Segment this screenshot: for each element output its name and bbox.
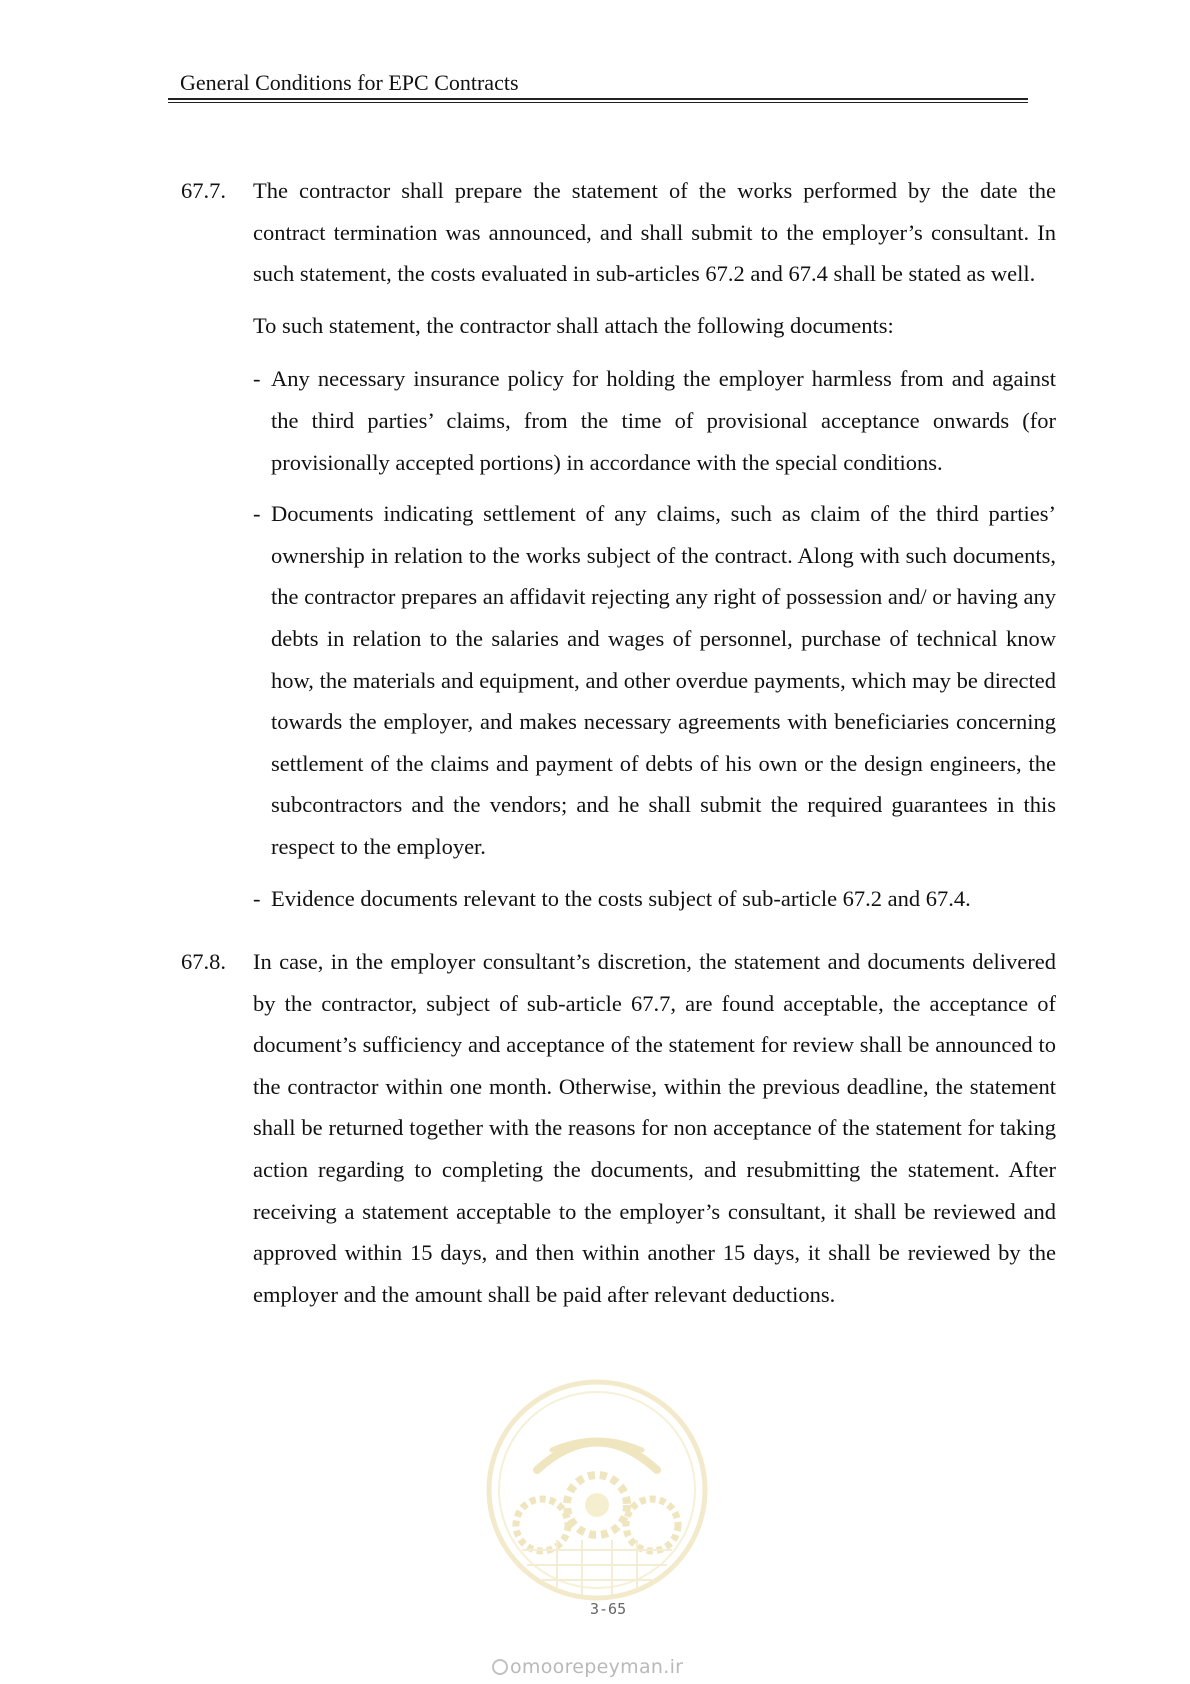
- list-item-text: Any necessary insurance policy for holding the employer harmless from and against the third parties’ claims, from the time of provisional acceptance onwards (for provisionally accepted portions) in accordance with the special conditions.: [271, 366, 1056, 475]
- document-body: [181, 170, 1056, 1315]
- clause-body: [253, 170, 1056, 929]
- header-rule: [168, 98, 1028, 100]
- clause-number: 67.8.: [181, 949, 226, 975]
- at-icon: [492, 1659, 508, 1675]
- clause-67-7: [181, 170, 1056, 929]
- list-item-text: Evidence documents relevant to the costs subject of sub-article 67.2 and 67.4.: [271, 885, 971, 911]
- list-item-text: Documents indicating settlement of any claims, such as claim of the third parties’ ownership in relation to the works subject of the contract. Along with such documents, the contractor prepares an affidavit rejecting any right of possession and/ or having any debts in relation to the salaries and wages of personnel, purchase of technical know how, the materials and equipment, and other overdue payments, which may be directed towards the employer, and makes necessary agreements with beneficiaries concerning settlement of the claims and payment of debts of his own or the design engineers, the subcontractors and the vendors; and he shall submit the required guarantees in this respect to the employer.: [271, 501, 1056, 859]
- page-header: [168, 70, 1028, 96]
- clause-number: 67.7.: [181, 178, 226, 203]
- paragraph: In case, in the employer consultant’s discretion, the statement and documents delivered by the contractor, subject of sub-article 67.7, are found acceptable, the acceptance of document’s sufficiency and acceptance of the statement for review shall be announced to the contractor within one month. Otherwise, within the previous deadline, the statement shall be returned together with the reasons for non acceptance of the statement for taking action regarding to completing the documents, and resubmitting the statement. After receiving a statement acceptable to the employer’s consultant, it shall be reviewed and approved within 15 days, and then within another 15 days, it shall be reviewed by the employer and the amount shall be paid after relevant deductions.: [253, 949, 1056, 1307]
- header-title: General Conditions for EPC Contracts: [180, 70, 519, 95]
- bullet-dash: -: [253, 366, 261, 392]
- clause-body: [253, 941, 1056, 1315]
- list-item: [253, 358, 1056, 483]
- list-item: [253, 878, 1056, 920]
- clause-67-8: [181, 941, 1056, 1315]
- paragraph: To such statement, the contractor shall attach the following documents:: [253, 312, 894, 338]
- watermark-site: [492, 1656, 683, 1678]
- bullet-list: [253, 358, 1056, 919]
- page-number: 3-65: [590, 1600, 627, 1618]
- bullet-dash: -: [253, 885, 261, 911]
- paragraph: The contractor shall prepare the statement of the works performed by the date the contract termination was announced, and shall submit to the employer’s consultant. In such statement, the costs evaluated in sub-articles 67.2 and 67.4 shall be stated as well.: [253, 178, 1056, 287]
- watermark-site-text: omoorepeyman.ir: [510, 1656, 684, 1678]
- list-item: [253, 493, 1056, 867]
- header-rule-thin: [168, 102, 1028, 103]
- bullet-dash: -: [253, 501, 261, 527]
- watermark-logo-icon: [482, 1375, 712, 1605]
